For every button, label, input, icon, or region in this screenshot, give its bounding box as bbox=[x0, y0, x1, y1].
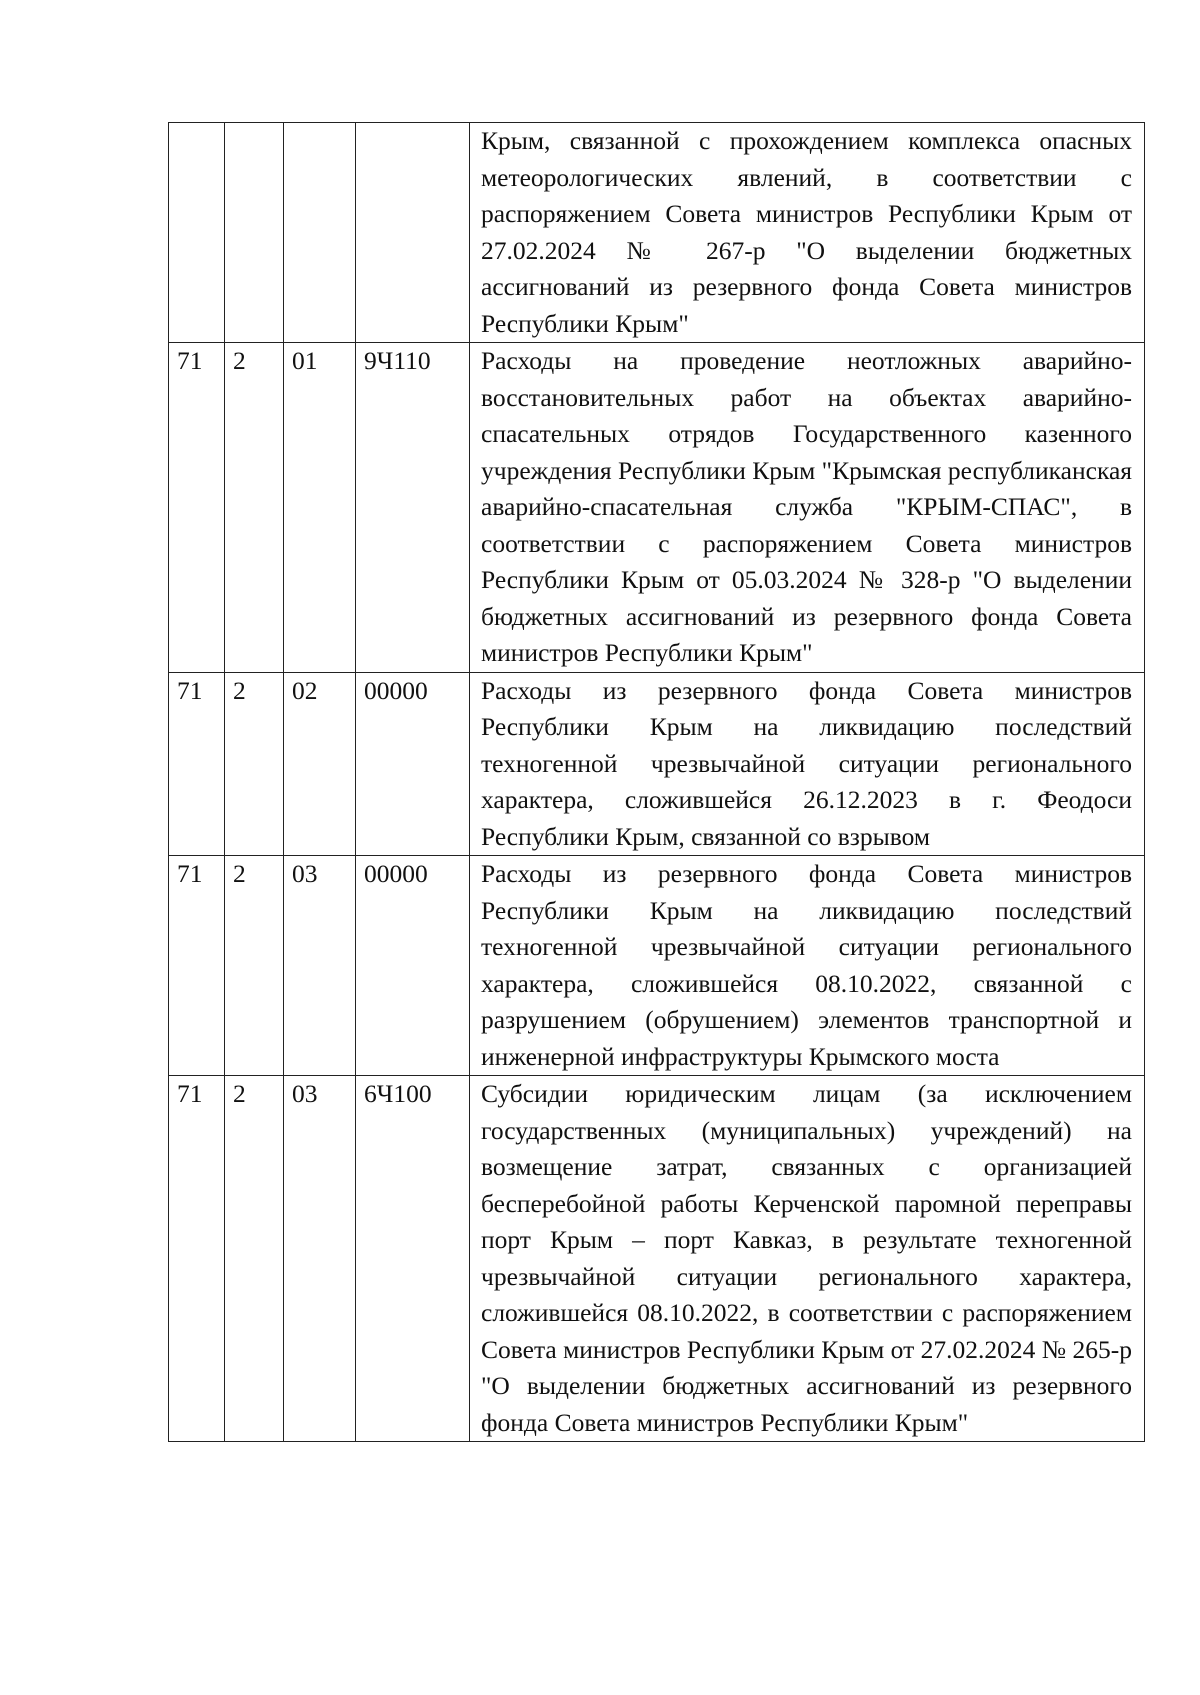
code-cell-1: 71 bbox=[169, 672, 225, 856]
code-cell-1 bbox=[169, 123, 225, 343]
table-row bbox=[169, 343, 1145, 673]
code-cell-1: 71 bbox=[169, 1076, 225, 1442]
code-cell-2: 2 bbox=[225, 672, 284, 856]
code-cell-3: 03 bbox=[284, 856, 356, 1076]
code-cell-2: 2 bbox=[225, 1076, 284, 1442]
budget-table bbox=[168, 122, 1145, 1442]
description-cell: Расходы из резервного фонда Совета министров Республики Крым на ликвидацию последствий техногенной чрезвычайной ситуации регионального характера, сложившейся 26.12.2023 в г. Феодоси Республики Крым, связанной со взрывом bbox=[470, 672, 1145, 856]
code-cell-1: 71 bbox=[169, 856, 225, 1076]
code-cell-3: 01 bbox=[284, 343, 356, 673]
description-cell: Крым, связанной с прохождением комплекса опасных метеорологических явлений, в соответствии с распоряжением Совета министров Республики Крым от 27.02.2024 № 267-р "О выделении бюджетных ассигнований из резервного фонда Совета министров Республики Крым" bbox=[470, 123, 1145, 343]
code-cell-4: 00000 bbox=[356, 856, 470, 1076]
table-row bbox=[169, 856, 1145, 1076]
code-cell-1: 71 bbox=[169, 343, 225, 673]
code-cell-3 bbox=[284, 123, 356, 343]
code-cell-3: 02 bbox=[284, 672, 356, 856]
code-cell-2: 2 bbox=[225, 856, 284, 1076]
description-cell: Расходы на проведение неотложных аварийно-восстановительных работ на объектах аварийно-спасательных отрядов Государственного казенного учреждения Республики Крым "Крымская республиканская аварийно-спасательная служба "КРЫМ-СПАС", в соответствии с распоряжением Совета министров Республики Крым от 05.03.2024 № 328-р "О выделении бюджетных ассигнований из резервного фонда Совета министров Республики Крым" bbox=[470, 343, 1145, 673]
description-cell: Субсидии юридическим лицам (за исключением государственных (муниципальных) учреждений) на возмещение затрат, связанных с организацией бесперебойной работы Керченской паромной переправы порт Крым – порт Кавказ, в результате техногенной чрезвычайной ситуации регионального характера, сложившейся 08.10.2022, в соответствии с распоряжением Совета министров Республики Крым от 27.02.2024 № 265-р "О выделении бюджетных ассигнований из резервного фонда Совета министров Республики Крым" bbox=[470, 1076, 1145, 1442]
code-cell-4 bbox=[356, 123, 470, 343]
code-cell-4: 6Ч100 bbox=[356, 1076, 470, 1442]
code-cell-2: 2 bbox=[225, 343, 284, 673]
code-cell-3: 03 bbox=[284, 1076, 356, 1442]
table-row bbox=[169, 1076, 1145, 1442]
table-row bbox=[169, 672, 1145, 856]
description-cell: Расходы из резервного фонда Совета министров Республики Крым на ликвидацию последствий техногенной чрезвычайной ситуации регионального характера, сложившейся 08.10.2022, связанной с разрушением (обрушением) элементов транспортной и инженерной инфраструктуры Крымского моста bbox=[470, 856, 1145, 1076]
code-cell-2 bbox=[225, 123, 284, 343]
code-cell-4: 00000 bbox=[356, 672, 470, 856]
code-cell-4: 9Ч110 bbox=[356, 343, 470, 673]
table-row bbox=[169, 123, 1145, 343]
